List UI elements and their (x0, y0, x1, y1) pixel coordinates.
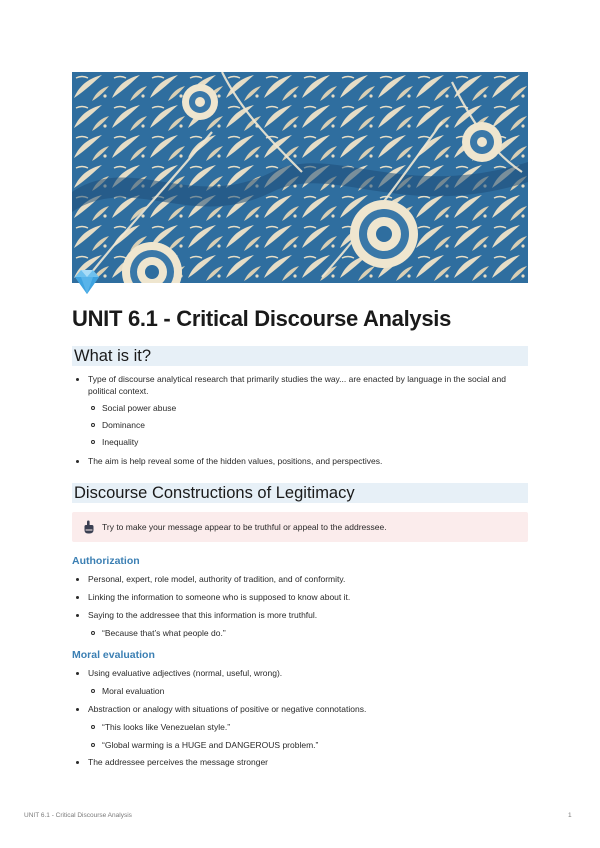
floral-pattern (72, 72, 528, 283)
subheading-moral-evaluation: Moral evaluation (72, 649, 155, 661)
callout-text: Try to make your message appear to be truthful or appeal to the addressee. (102, 522, 387, 532)
list-item: Inequality (102, 436, 512, 448)
list-item: Type of discourse analytical research that primarily studies the way... are enacted by language in the social and political context. (88, 373, 518, 397)
list-item: “Because that’s what people do.” (102, 627, 512, 639)
cover-image (72, 72, 528, 283)
list-item: Saying to the addressee that this information is more truthful. (88, 609, 518, 621)
diamond-icon (72, 268, 102, 296)
callout (72, 512, 528, 542)
list-item: Using evaluative adjectives (normal, useful, wrong). (88, 667, 518, 679)
list-item: The aim is help reveal some of the hidden values, positions, and perspectives. (88, 455, 518, 467)
list-item: The addressee perceives the message stronger (88, 756, 518, 768)
page-title: UNIT 6.1 - Critical Discourse Analysis (72, 306, 452, 331)
list-item: Personal, expert, role model, authority of tradition, and of conformity. (88, 573, 518, 585)
list-item: Dominance (102, 419, 512, 431)
subheading-authorization: Authorization (72, 555, 140, 567)
section-heading-legitimacy: Discourse Constructions of Legitimacy (72, 483, 528, 503)
list-item: Linking the information to someone who is supposed to know about it. (88, 591, 518, 603)
hand-pointing-icon (82, 520, 95, 534)
list-item: Moral evaluation (102, 685, 512, 697)
list-item: Abstraction or analogy with situations of positive or negative connotations. (88, 703, 518, 715)
list-item: “This looks like Venezuelan style.” (102, 721, 512, 733)
footer-title: UNIT 6.1 - Critical Discourse Analysis (24, 812, 132, 819)
list-item: “Global warming is a HUGE and DANGEROUS problem.” (102, 739, 512, 751)
page-number: 1 (568, 812, 572, 819)
list-item: Social power abuse (102, 402, 512, 414)
section-heading-what-is-it: What is it? (72, 346, 528, 366)
